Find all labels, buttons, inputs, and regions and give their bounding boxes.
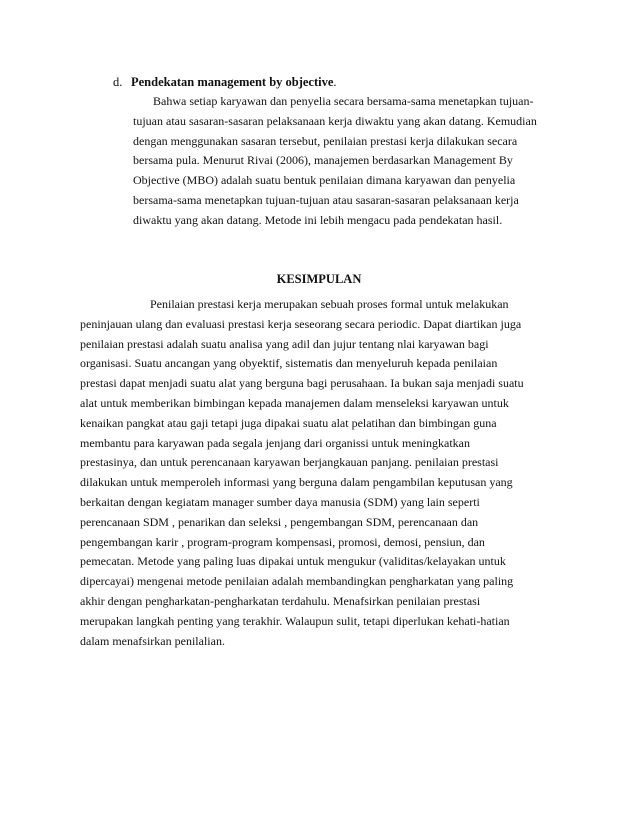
paragraph-line: penilaian prestasi adalah suatu analisa yang adil dan jujur tentang nlai karyawan bagi (80, 336, 489, 351)
section-d-paragraph (113, 92, 553, 231)
paragraph-line: tujuan atau sasaran-sasaran pelaksanaan kerja diwaktu yang akan datang. Kemudian (133, 113, 537, 128)
paragraph-line: dalam menafsirkan penilalian. (80, 633, 225, 648)
paragraph-line: dilakukan untuk memperoleh informasi yang berguna dalam pengambilan keputusan yang (80, 475, 513, 490)
paragraph-line: merupakan langkah penting yang terakhir. Walaupun sulit, tetapi diperlukan kehati-hatian (80, 613, 510, 628)
paragraph-line: akhir dengan pengharkatan-pengharkatan terdahulu. Menafsirkan penilaian prestasi (80, 593, 481, 608)
paragraph-line: prestasinya, dan untuk perencanaan karyawan berjangkauan panjang. penilaian prestasi (80, 455, 499, 470)
paragraph-line: Bahwa setiap karyawan dan penyelia secara bersama-sama menetapkan tujuan- (153, 94, 534, 108)
section-d-title: Pendekatan management by objective (131, 75, 334, 89)
paragraph-line: pengembangan karir , program-program kompensasi, promosi, demosi, pensiun, dan (80, 534, 485, 549)
kesimpulan-paragraph (80, 295, 560, 651)
paragraph-line: Objective (MBO) adalah suatu bentuk penilaian dimana karyawan dan penyelia (133, 173, 516, 188)
paragraph-line: kenaikan pangkat atau gaji tetapi juga dipakai suatu alat pelatihan dan bimbingan guna (80, 415, 497, 430)
paragraph-line: bersama-sama menetapkan tujuan-tujuan atau sasaran-sasaran pelaksanaan kerja (133, 192, 519, 207)
paragraph-line: diwaktu yang akan datang. Metode ini lebih mengacu pada pendekatan hasil. (133, 212, 503, 227)
paragraph-line: dengan menggunakan sasaran tersebut, penilaian prestasi kerja dilakukan secara (133, 133, 518, 148)
kesimpulan-heading: KESIMPULAN (276, 272, 362, 286)
section-d (113, 73, 553, 231)
paragraph-line: dipercayai) mengenai metode penilaian adalah membandingkan pengharkatan yang paling (80, 574, 514, 589)
section-d-heading (113, 73, 553, 92)
paragraph-line: bersama pula. Menurut Rivai (2006), manajemen berdasarkan Management By (133, 153, 513, 168)
paragraph-line: organisasi. Suatu ancangan yang obyektif, sistematis dan menyeluruh kepada penilaian (80, 356, 498, 371)
paragraph-line: prestasi dapat menjadi suatu alat yang berguna bagi perusahaan. Ia bukan saja menjadi suatu (80, 376, 524, 391)
paragraph-line: perencanaan SDM , penarikan dan seleksi , pengembangan SDM, perencanaan dan (80, 514, 479, 529)
paragraph-line: berkaitan dengan kegiatam manager sumber daya manusia (SDM) yang lain seperti (80, 494, 480, 509)
section-d-marker: d. (113, 75, 123, 89)
paragraph-line: membantu para karyawan pada segala jenjang dari organissi untuk meningkatkan (80, 435, 470, 450)
paragraph-line: Penilaian prestasi kerja merupakan sebuah proses formal untuk melakukan (150, 297, 509, 311)
paragraph-line: alat untuk memberikan bimbingan kepada manajemen dalam menseleksi karyawan untuk (80, 395, 509, 410)
paragraph-line: peninjauan ulang dan evaluasi prestasi kerja seseorang secara periodic. Dapat diartikan juga (80, 316, 522, 331)
paragraph-line: pemecatan. Metode yang paling luas dipakai untuk mengukur (validitas/kelayakan untuk (80, 554, 506, 569)
section-d-title-suffix: . (333, 75, 337, 89)
